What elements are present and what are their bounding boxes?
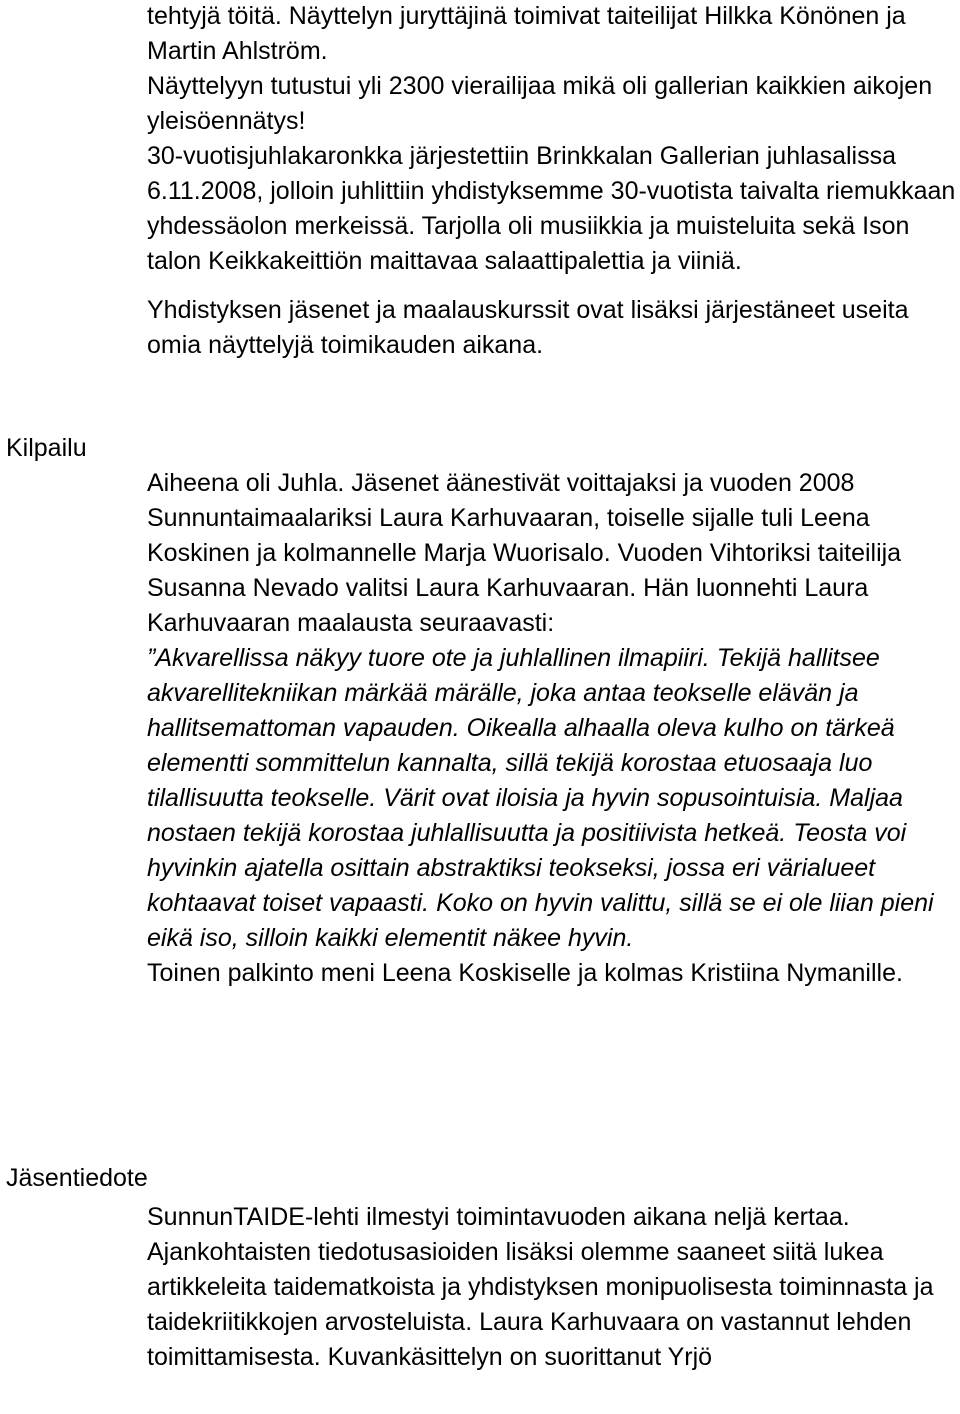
- paragraph-visitors: Näyttelyyn tutustui yli 2300 vierailijaa mikä oli gallerian kaikkien aikojen yleisöennätys!: [147, 72, 933, 135]
- paragraph-anniversary: 30-vuotisjuhlakaronkka järjestettiin Brinkkalan Gallerian juhlasalissa 6.11.2008, jolloin juhlittiin yhdistyksemme 30-vuotista taivalta riemukkaan yhdessäolon merkeissä. Tarjolla oli musiikkia ja muisteluita sekä Ison talon Keikkakeittiön maittavaa salaattipalettia ja viiniä.: [147, 142, 956, 275]
- critic-quote: ”Akvarellissa näkyy tuore ote ja juhlallinen ilmapiiri. Tekijä hallitsee akvarellitekniikan märkää märälle, joka antaa teokselle elävän ja hallitsemattoman vapauden. Oikealla alhaalla oleva kulho on tärkeä elementti sommittelun kannalta, sillä tekijä korostaa etuosaaja luo tilallisuutta teokselle. Värit ovat iloisia ja hyvin sopusointuisia. Maljaa nostaen tekijä korostaa juhlallisuutta ja positiivista hetkeä. Teosta voi hyvinkin ajatella osittain abstraktiksi teokseksi, jossa eri värialueet kohtaavat toiset vapaasti. Koko on hyvin valittu, sillä se ei ole liian pieni eikä iso, silloin kaikki elementit näkee hyvin.: [147, 644, 934, 952]
- paragraph-jury: tehtyjä töitä. Näyttelyn juryttäjinä toimivat taiteilijat Hilkka Könönen ja Martin Ahlström.: [147, 2, 906, 65]
- section-label-kilpailu: Kilpailu: [6, 434, 87, 462]
- paragraph-competition: Aiheena oli Juhla. Jäsenet äänestivät voittajaksi ja vuoden 2008 Sunnuntaimaalariksi Laura Karhuvaaran, toiselle sijalle tuli Leena Koskinen ja kolmannelle Marja Wuorisalo. Vuoden Vihtoriksi taiteilija Susanna Nevado valitsi Laura Karhuvaaran. Hän luonnehti Laura Karhuvaaran maalausta seuraavasti:: [147, 469, 902, 637]
- paragraph-exhibitions: Yhdistyksen jäsenet ja maalauskurssit ovat lisäksi järjestäneet useita omia näyttelyjä toimikauden aikana.: [147, 296, 909, 359]
- section-label-jasentiedote: Jäsentiedote: [6, 1164, 148, 1192]
- paragraph-other-prizes: Toinen palkinto meni Leena Koskiselle ja kolmas Kristiina Nymanille.: [147, 959, 903, 987]
- paragraph-gap: [147, 279, 959, 293]
- intro-text-block: [147, 0, 959, 363]
- paragraph-newsletter: SunnunTAIDE-lehti ilmestyi toimintavuoden aikana neljä kertaa. Ajankohtaisten tiedotusasioiden lisäksi olemme saaneet siitä lukea artikkeleita taidematkoista ja yhdistyksen monipuolisesta toiminnasta ja taidekriitikkojen arvosteluista. Laura Karhuvaara on vastannut lehden toimittamisesta. Kuvankäsittelyn on suorittanut Yrjö: [147, 1203, 934, 1371]
- kilpailu-text-block: [147, 466, 959, 991]
- jasentiedote-text-block: [147, 1200, 959, 1375]
